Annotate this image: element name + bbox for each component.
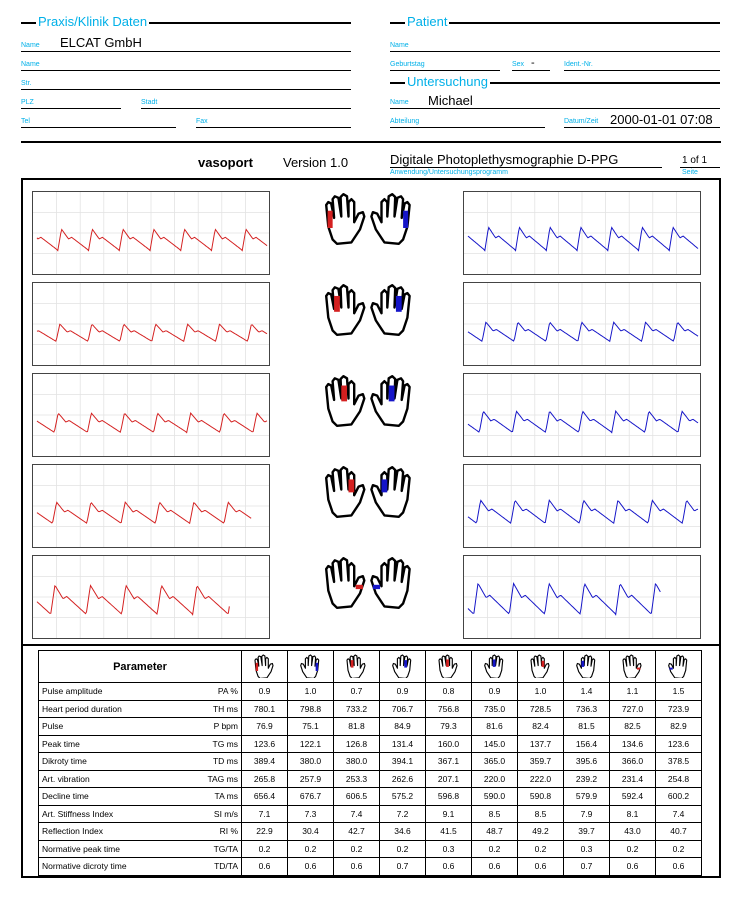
parameter-value: 79.3 [426,718,472,736]
parameter-unit: P bpm [213,721,238,732]
praxis-name-value: ELCAT GmbH [60,35,142,50]
field-line [21,127,176,128]
parameter-value: 736.3 [564,700,610,718]
parameter-value: 9.1 [426,805,472,823]
parameter-value: 207.1 [426,770,472,788]
parameter-value: 22.9 [242,823,288,841]
table-row [39,770,702,788]
parameter-value: 7.4 [656,805,702,823]
parameter-value: 123.6 [242,735,288,753]
parameter-value: 145.0 [472,735,518,753]
praxis-plz-label: PLZ [21,99,34,106]
parameter-name-cell [39,735,242,753]
right-ppg-chart-4 [463,464,701,548]
untersuchung-abteilung-label: Abteilung [390,118,420,125]
left-hand-outline [326,285,364,335]
field-line [196,127,351,128]
app-version: Version 1.0 [283,155,349,170]
patient-sex-label: Sex [512,61,525,68]
parameter-value: 798.8 [288,700,334,718]
field-line [21,70,351,71]
parameter-value: 590.8 [518,788,564,806]
mini-right-hand-finger-mark [669,667,672,669]
field-line [680,167,720,168]
mini-left-hand-finger-mark [255,662,257,670]
praxis-name-label: Name [21,42,40,49]
parameter-value: 365.0 [472,753,518,771]
right-hand-outline [371,285,409,335]
parameter-value: 134.6 [610,735,656,753]
parameter-unit: TG ms [212,738,238,749]
parameter-value: 42.7 [334,823,380,841]
parameter-value: 0.2 [242,840,288,858]
parameter-value: 7.3 [288,805,334,823]
parameter-value: 82.5 [610,718,656,736]
parameter-value: 0.6 [242,858,288,876]
parameter-value: 600.2 [656,788,702,806]
praxis-stadt-label: Stadt [141,99,158,106]
parameter-value: 254.8 [656,770,702,788]
left-hand-finger-mark [348,479,354,492]
col-hand-icon [610,651,656,683]
mini-right-hand-finger-mark [315,662,317,670]
field-line [21,51,351,52]
table-row [39,788,702,806]
right-ppg-chart-3 [463,373,701,457]
field-line [564,70,720,71]
parameter-value: 0.2 [656,840,702,858]
parameter-value: 592.4 [610,788,656,806]
col-hand-icon [564,651,610,683]
field-line [21,89,351,90]
parameter-value: 706.7 [380,700,426,718]
table-row [39,718,702,736]
mini-right-hand-finger-mark [581,660,584,666]
right-ppg-trace [468,500,698,523]
mini-left-hand-outline [347,655,365,678]
field-line [390,70,500,71]
parameter-name-cell [39,788,242,806]
parameter-value: 160.0 [426,735,472,753]
right-ppg-chart-2 [463,282,701,366]
parameter-name: Art. Stiffness Index [42,808,114,819]
parameter-value: 222.0 [518,770,564,788]
parameter-value: 8.1 [610,805,656,823]
table-row [39,753,702,771]
right-hand-finger-mark [389,386,395,402]
parameter-value: 231.4 [610,770,656,788]
mini-left-hand-finger-mark [541,660,544,666]
patient-name-label: Name [390,42,409,49]
parameter-name-cell [39,858,242,876]
field-line [564,127,720,128]
mini-left-hand-outline [531,655,549,678]
parameter-value: 156.4 [564,735,610,753]
praxis-name2-label: Name [21,61,40,68]
parameter-unit: TD ms [212,756,238,767]
parameter-value: 257.9 [288,770,334,788]
parameter-value: 0.2 [380,840,426,858]
parameter-value: 220.0 [472,770,518,788]
parameter-value: 735.0 [472,700,518,718]
parameter-value: 82.9 [656,718,702,736]
untersuchung-datum-label: Datum/Zeit [564,118,599,125]
left-ppg-chart-1 [32,191,270,275]
col-hand-icon [380,651,426,683]
parameter-name-cell [39,753,242,771]
app-name: vasoport [198,155,253,170]
table-row [39,823,702,841]
patient-geburtstag-label: Geburtstag [390,61,425,68]
right-ppg-trace [468,322,698,341]
field-line [21,108,121,109]
mini-right-hand-finger-mark [492,659,495,666]
hands-finger-4-icon [322,465,414,537]
parameter-value: 7.4 [334,805,380,823]
parameter-value: 0.2 [472,840,518,858]
parameter-value: 265.8 [242,770,288,788]
parameter-value: 123.6 [656,735,702,753]
parameter-value: 81.8 [334,718,380,736]
left-ppg-chart-2 [32,282,270,366]
parameter-name: Normative peak time [42,843,120,854]
table-row [39,683,702,701]
parameter-value: 0.6 [656,858,702,876]
col-hand-icon [518,651,564,683]
parameter-value: 367.1 [426,753,472,771]
parameter-value: 590.0 [472,788,518,806]
parameter-name: Decline time [42,791,89,802]
left-ppg-chart-4 [32,464,270,548]
left-hand-finger-mark [334,296,340,312]
parameter-value: 0.6 [472,858,518,876]
parameter-value: 0.3 [426,840,472,858]
col-hand-icon [656,651,702,683]
parameter-value: 0.7 [334,683,380,701]
parameter-name: Pulse amplitude [42,686,103,697]
parameter-value: 723.9 [656,700,702,718]
parameter-name: Reflection Index [42,826,103,837]
parameter-value: 596.8 [426,788,472,806]
parameter-value: 41.5 [426,823,472,841]
parameter-value: 575.2 [380,788,426,806]
untersuchung-name-label: Name [390,99,409,106]
parameter-value: 1.0 [518,683,564,701]
parameter-unit: SI m/s [213,808,238,819]
praxis-fax-label: Fax [196,118,208,125]
parameter-value: 380.0 [334,753,380,771]
field-line [141,108,351,109]
untersuchung-title: Untersuchung [407,74,488,89]
parameter-value: 8.5 [518,805,564,823]
parameter-name: Dikroty time [42,756,87,767]
page-label: Seite [682,169,698,176]
right-ppg-trace [468,584,660,615]
praxis-title: Praxis/Klinik Daten [38,14,148,29]
parameter-value: 0.3 [564,840,610,858]
parameter-name: Normative dicroty time [42,861,127,872]
right-hand-outline [371,467,409,517]
parameter-value: 359.7 [518,753,564,771]
parameter-value: 126.8 [334,735,380,753]
program-title: Digitale Photoplethysmographie D-PPG [390,152,619,167]
parameter-value: 656.4 [242,788,288,806]
parameter-value: 262.6 [380,770,426,788]
right-hand-outline [371,558,409,608]
parameter-name-cell [39,823,242,841]
parameter-value: 82.4 [518,718,564,736]
parameter-value: 30.4 [288,823,334,841]
table-row [39,840,702,858]
parameter-value: 733.2 [334,700,380,718]
left-ppg-trace [37,413,267,433]
left-hand-outline [326,558,364,608]
parameter-value: 7.9 [564,805,610,823]
mini-left-hand-finger-mark [350,660,353,667]
field-line [390,127,545,128]
parameter-value: 76.9 [242,718,288,736]
parameter-value: 579.9 [564,788,610,806]
parameter-value: 137.7 [518,735,564,753]
parameter-name-cell [39,840,242,858]
parameter-table [38,650,702,876]
parameter-name: Peak time [42,738,80,749]
parameter-unit: TG/TA [213,843,238,854]
col-hand-icon [426,651,472,683]
parameter-value: 1.4 [564,683,610,701]
left-ppg-chart-5 [32,555,270,639]
table-row [39,700,702,718]
left-ppg-chart-3 [32,373,270,457]
parameter-unit: TH ms [212,703,238,714]
parameter-value: 7.2 [380,805,426,823]
parameter-value: 0.6 [426,858,472,876]
parameter-value: 0.6 [610,858,656,876]
table-row [39,735,702,753]
parameter-value: 81.5 [564,718,610,736]
field-line [390,167,662,168]
col-hand-icon [242,651,288,683]
parameter-value: 8.5 [472,805,518,823]
parameter-name: Heart period duration [42,703,122,714]
field-line [512,70,550,71]
parameter-value: 0.9 [242,683,288,701]
panel-divider [21,644,721,646]
praxis-tel-label: Tel [21,118,30,125]
table-row [39,805,702,823]
parameter-unit: TAG ms [207,773,238,784]
parameter-value: 253.3 [334,770,380,788]
left-ppg-trace [37,585,229,614]
parameter-value: 1.1 [610,683,656,701]
mini-left-hand-outline [623,655,641,678]
parameter-value: 0.8 [426,683,472,701]
parameter-value: 0.6 [334,858,380,876]
parameter-header: Parameter [39,651,242,683]
parameter-value: 0.7 [564,858,610,876]
hands-finger-5-icon [322,556,414,628]
patient-sex-value: - [531,57,535,69]
field-line [390,51,720,52]
parameter-value: 40.7 [656,823,702,841]
parameter-value: 0.6 [288,858,334,876]
parameter-value: 756.8 [426,700,472,718]
patient-title: Patient [407,14,448,29]
parameter-name-cell [39,718,242,736]
mini-right-hand-outline [392,655,410,678]
parameter-value: 34.6 [380,823,426,841]
parameter-name-cell [39,683,242,701]
col-hand-icon [288,651,334,683]
left-hand-finger-mark [328,211,333,228]
left-hand-finger-mark [356,585,363,589]
parameter-value: 0.7 [380,858,426,876]
parameter-name-cell [39,700,242,718]
mini-right-hand-outline [576,655,594,678]
parameter-value: 84.9 [380,718,426,736]
parameter-value: 389.4 [242,753,288,771]
parameter-value: 1.5 [656,683,702,701]
col-hand-icon [334,651,380,683]
parameter-value: 131.4 [380,735,426,753]
left-ppg-trace [37,324,267,341]
table-row [39,858,702,876]
parameter-unit: RI % [219,826,238,837]
right-ppg-trace [468,228,698,251]
parameter-unit: TA ms [214,791,238,802]
right-hand-finger-mark [382,479,388,492]
left-hand-finger-mark [341,386,347,402]
parameter-unit: PA % [217,686,238,697]
parameter-value: 606.5 [334,788,380,806]
col-hand-icon [472,651,518,683]
parameter-value: 81.6 [472,718,518,736]
parameter-value: 239.2 [564,770,610,788]
hands-finger-2-icon [322,283,414,355]
parameter-value: 48.7 [472,823,518,841]
parameter-value: 49.2 [518,823,564,841]
hands-finger-1-icon [322,192,414,264]
parameter-value: 728.5 [518,700,564,718]
parameter-name: Pulse [42,721,64,732]
parameter-value: 0.9 [472,683,518,701]
right-ppg-chart-5 [463,555,701,639]
parameter-value: 676.7 [288,788,334,806]
parameter-name-cell [39,805,242,823]
field-line [390,108,720,109]
right-ppg-chart-1 [463,191,701,275]
parameter-name: Art. vibration [42,773,90,784]
mini-left-hand-finger-mark [446,659,449,666]
right-hand-finger-mark [396,296,402,312]
program-subtitle: Anwendung/Untersuchungsprogramm [390,169,508,176]
parameter-value: 380.0 [288,753,334,771]
right-hand-finger-mark [373,585,380,589]
parameter-unit: TD/TA [214,861,238,872]
left-ppg-trace [37,502,251,523]
untersuchung-name-value: Michael [428,93,473,108]
parameter-value: 1.0 [288,683,334,701]
page-number: 1 of 1 [682,155,708,166]
right-hand-finger-mark [403,211,408,228]
parameter-value: 0.6 [518,858,564,876]
parameter-value: 378.5 [656,753,702,771]
parameter-value: 0.2 [610,840,656,858]
parameter-value: 43.0 [610,823,656,841]
parameter-value: 0.9 [380,683,426,701]
parameter-value: 7.1 [242,805,288,823]
header-bottom-line [21,141,721,143]
mini-right-hand-outline [668,655,686,678]
parameter-value: 366.0 [610,753,656,771]
parameter-value: 122.1 [288,735,334,753]
parameter-value: 0.2 [518,840,564,858]
parameter-value: 39.7 [564,823,610,841]
praxis-str-label: Str. [21,80,32,87]
mini-left-hand-finger-mark [636,667,639,669]
parameter-name-cell [39,770,242,788]
parameter-value: 395.6 [564,753,610,771]
hands-finger-3-icon [322,374,414,446]
mini-right-hand-finger-mark [404,660,407,667]
parameter-value: 780.1 [242,700,288,718]
parameter-value: 0.2 [334,840,380,858]
parameter-value: 75.1 [288,718,334,736]
patient-ident-label: Ident.-Nr. [564,61,593,68]
parameter-value: 394.1 [380,753,426,771]
parameter-value: 0.2 [288,840,334,858]
untersuchung-datum-value: 2000-01-01 07:08 [610,112,713,127]
parameter-value: 727.0 [610,700,656,718]
left-hand-outline [326,467,364,517]
right-ppg-trace [468,411,698,432]
